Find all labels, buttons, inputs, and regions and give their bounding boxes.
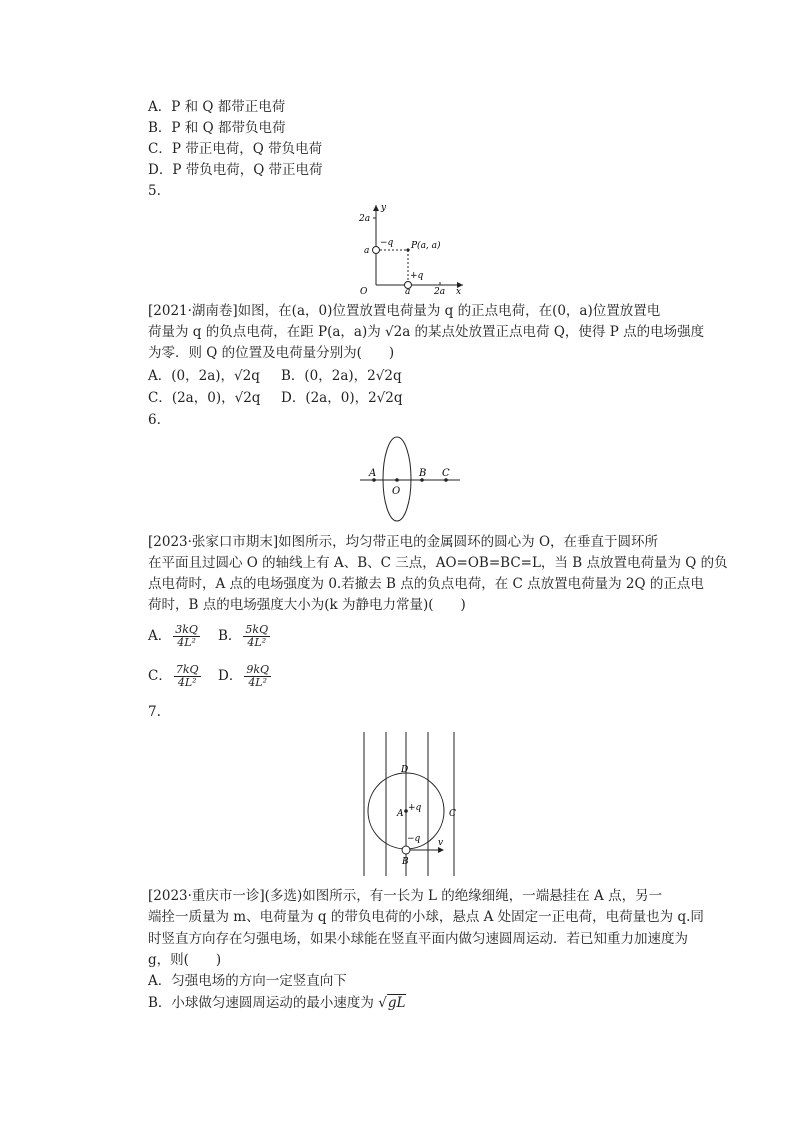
- q6-stem-line-1: [2023·张家口市期末]如图所示，均匀带正电的金属圆环的圆心为 O，在垂直于圆环所: [148, 534, 659, 550]
- label-b: B: [402, 857, 409, 867]
- label-v: v: [438, 838, 444, 848]
- y-axis-arrow: [373, 205, 379, 211]
- y-axis-label: y: [381, 203, 387, 213]
- q4-option-b: B．P 和 Q 都带负电荷: [148, 120, 286, 136]
- label-a: A: [397, 809, 404, 819]
- label-b: B: [419, 468, 427, 479]
- label-a: A: [369, 468, 377, 479]
- q5-stem-line-3: 为零．则 Q 的位置及电荷量分别为( ): [148, 345, 395, 361]
- q7-stem-line-4: g，则( ): [148, 952, 222, 968]
- y-a-label: a: [364, 246, 370, 256]
- q7-circular-motion-figure: [356, 730, 466, 878]
- q6-option-b: B． $\frac{5kQ}{\text{4L²}}$: [218, 623, 269, 649]
- q5-option-d: D．(2a，0)，2√2q: [281, 390, 403, 406]
- neg-q-label: −q: [380, 238, 394, 248]
- pos-q-label: +q: [410, 271, 424, 281]
- q4-option-d: D．P 带负电荷，Q 带正电荷: [148, 162, 323, 178]
- point-o-dot: [395, 478, 399, 482]
- q5-option-c: C．(2a，0)，√2q: [148, 390, 261, 406]
- q7-number: 7.: [148, 704, 161, 720]
- q5-coordinate-figure: [358, 200, 468, 295]
- q5-number: 5.: [148, 183, 161, 199]
- q5-stem-line-1: [2021·湖南卷]如图，在(a，0)位置放置电荷量为 q 的正点电荷，在(0，a)位置放置电: [148, 303, 661, 319]
- q6-option-c: C． $\frac{7kQ}{\text{4L²}}$: [148, 663, 199, 689]
- q6-option-a: A． $\frac{3kQ}{\text{4L²}}$: [148, 623, 198, 649]
- label-plus-q: +q: [408, 803, 422, 813]
- q7-stem-line-2: 端拴一质量为 m、电荷量为 q 的带负电荷的小球，悬点 A 处固定一正电荷，电荷量也为 q.同: [148, 909, 704, 925]
- q4-option-c: C．P 带正电荷，Q 带负电荷: [148, 141, 323, 157]
- point-p-label: P(a, a): [411, 241, 441, 251]
- origin-label: O: [360, 287, 368, 295]
- q6-stem-line-3: 点电荷时，A 点的电场强度为 0.若撤去 B 点的负点电荷，在 C 点放置电荷量为 2Q 的正点电: [148, 576, 704, 592]
- label-c: C: [449, 809, 456, 819]
- q6-ring-figure: [358, 434, 466, 524]
- negative-charge-marker: [373, 247, 380, 254]
- q7-stem-line-1: [2023·重庆市一诊](多选)如图所示，有一长为 L 的绝缘细绳，一端悬挂在 A 点，另一: [148, 888, 663, 904]
- q7-option-a: A．匀强电场的方向一定竖直向下: [148, 973, 347, 989]
- label-o: O: [392, 486, 401, 497]
- label-minus-q: −q: [407, 834, 421, 844]
- x-2a-label: 2a: [434, 287, 446, 295]
- q6-stem-line-4: 荷时，B 点的电场强度大小为(k 为静电力常量)( ): [148, 597, 466, 613]
- q7-option-b: B．小球做匀速圆周运动的最小速度为 √gL: [148, 995, 406, 1011]
- q7-stem-line-3: 时竖直方向存在匀强电场，如果小球能在竖直平面内做匀速圆周运动．若已知重力加速度为: [148, 931, 688, 947]
- x-axis-label: x: [456, 287, 462, 295]
- q6-number: 6.: [148, 412, 161, 428]
- label-d: D: [401, 765, 409, 775]
- label-c: C: [442, 468, 450, 479]
- q6-stem-line-2: 在平面且过圆心 O 的轴线上有 A、B、C 三点，AO=OB=BC=L，当 B 点放置电荷量为 Q 的负: [148, 555, 728, 571]
- ball: [402, 846, 410, 854]
- q6-option-d: D． $\frac{9kQ}{\text{4L²}}$: [218, 663, 270, 689]
- x-a-label: a: [405, 287, 411, 295]
- q5-option-a: A．(0，2a)，√2q: [148, 368, 260, 384]
- point-p-dot: [406, 248, 409, 251]
- q5-option-b: B．(0，2a)，2√2q: [281, 368, 402, 384]
- q4-option-a: A．P 和 Q 都带正电荷: [148, 99, 286, 115]
- q5-stem-line-2: 荷量为 q 的负点电荷，在距 P(a，a)为 √2a 的某点处放置正点电荷 Q，使得 P 点的电场强度: [148, 324, 705, 340]
- y-2a-label: 2a: [359, 214, 371, 224]
